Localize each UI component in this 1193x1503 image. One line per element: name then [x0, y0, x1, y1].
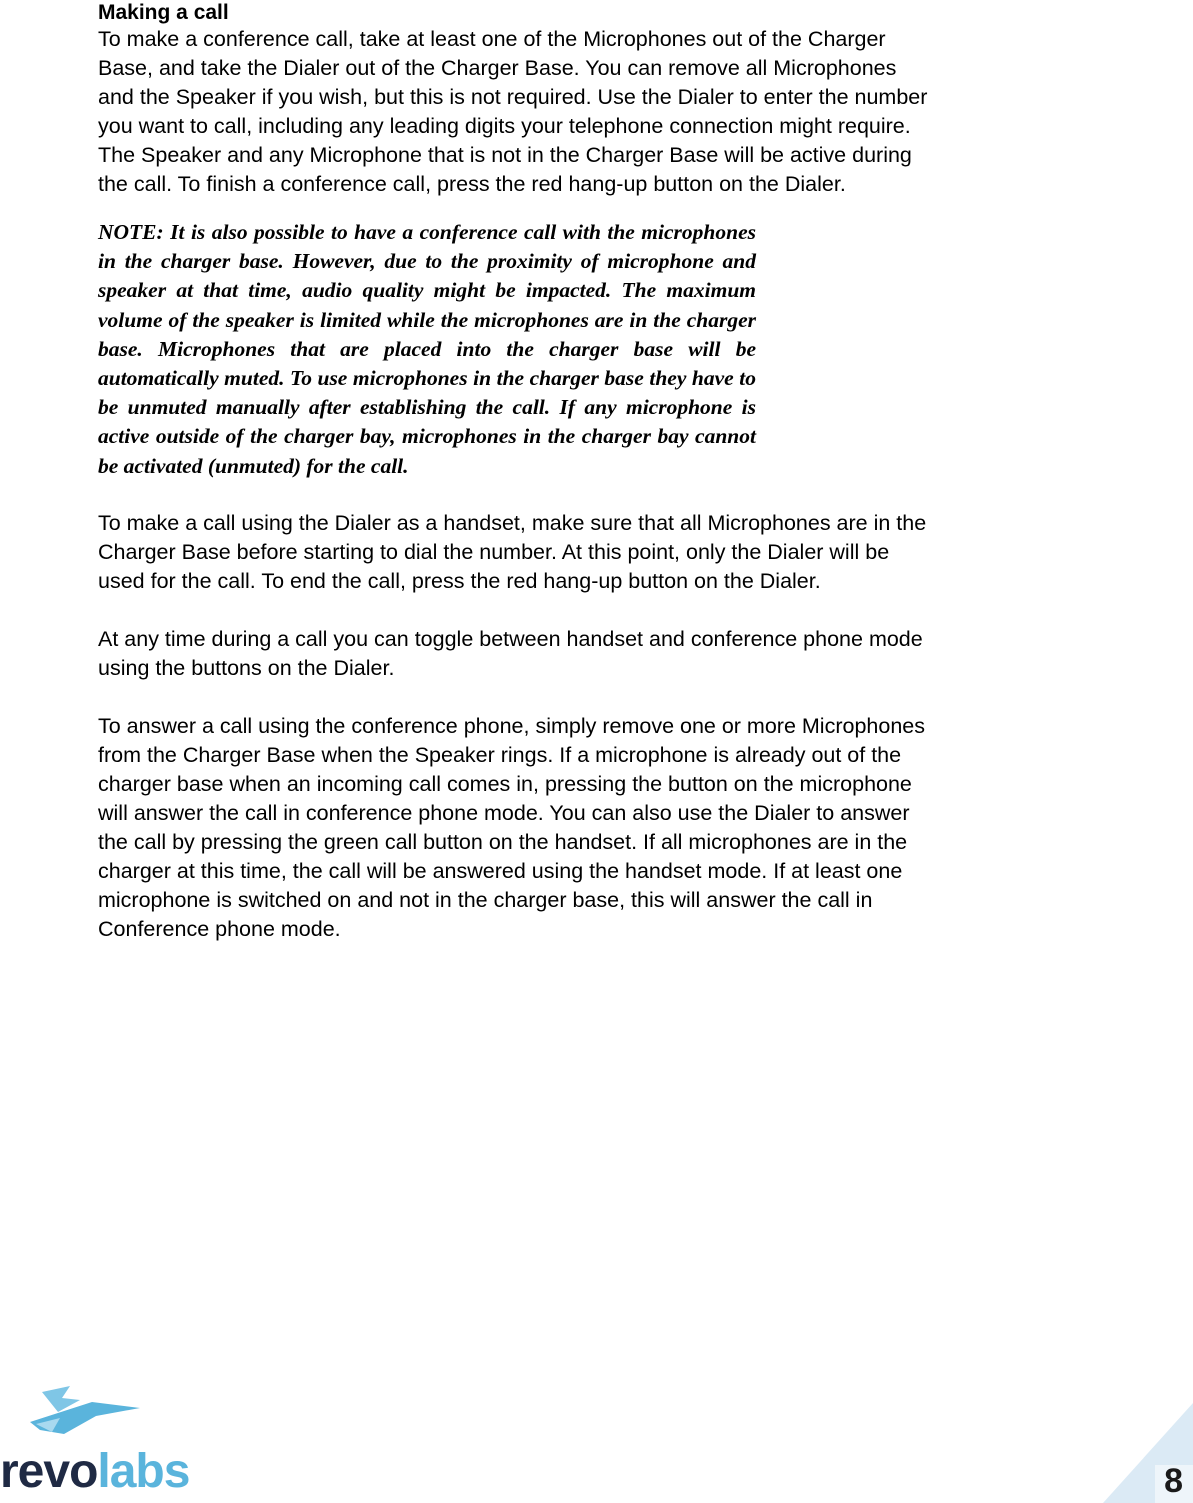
page-number: 8	[1164, 1462, 1183, 1500]
spacer	[98, 683, 1088, 712]
revolabs-logo	[0, 1442, 189, 1502]
section-heading: Making a call	[98, 1, 229, 24]
logo-revo-text: revo	[0, 1445, 98, 1498]
note-paragraph: NOTE: It is also possible to have a conference call with the microphones in the charger base. However, due to the proximity of microphone and speaker at that time, audio quality might be impacted. The maximum volume of the speaker is limited while the microphones are in the charger base. Microphones that are placed into the charger base will be automatically muted. To use microphones in the charger base they have to be unmuted manually after establishing the call. If any microphone is active outside of the charger bay, microphones in the charger bay cannot be activated (unmuted) for the call.	[98, 220, 756, 478]
spacer	[98, 596, 1088, 625]
logo-labs-text: labs	[97, 1445, 190, 1498]
paragraph-answer-call: To answer a call using the conference phone, simply remove one or more Microphones from the Charger Base when the Speaker rings. If a microphone is already out of the charger base when an incoming call comes in, pressing the button on the microphone will answer the call in conference phone mode. You can also use the Dialer to answer the call by pressing the green call button on the handset. If all microphones are in the charger at this time, the call will be answered using the handset mode. If at least one microphone is switched on and not in the charger base, this will answer the call in Conference phone mode.	[98, 713, 925, 941]
paragraph-conference-call: To make a conference call, take at least one of the Microphones out of the Charger Base, and take the Dialer out of the Charger Base. You can remove all Microphones and the Speaker if you wish, but this is not required. Use the Dialer to enter the number you want to call, including any leading digits your telephone connection might require. The Speaker and any Microphone that is not in the Charger Base will be active during the call. To finish a conference call, press the red hang-up button on the Dialer.	[98, 27, 928, 196]
paragraph-handset-call: To make a call using the Dialer as a handset, make sure that all Microphones are in the Charger Base before starting to dial the number. At this point, only the Dialer will be used for the call. To end the call, press the red hang-up button on the Dialer.	[98, 510, 927, 593]
page-body	[98, 0, 1088, 944]
paragraph-toggle-mode: At any time during a call you can toggle between handset and conference phone mode using the buttons on the Dialer.	[98, 626, 923, 680]
